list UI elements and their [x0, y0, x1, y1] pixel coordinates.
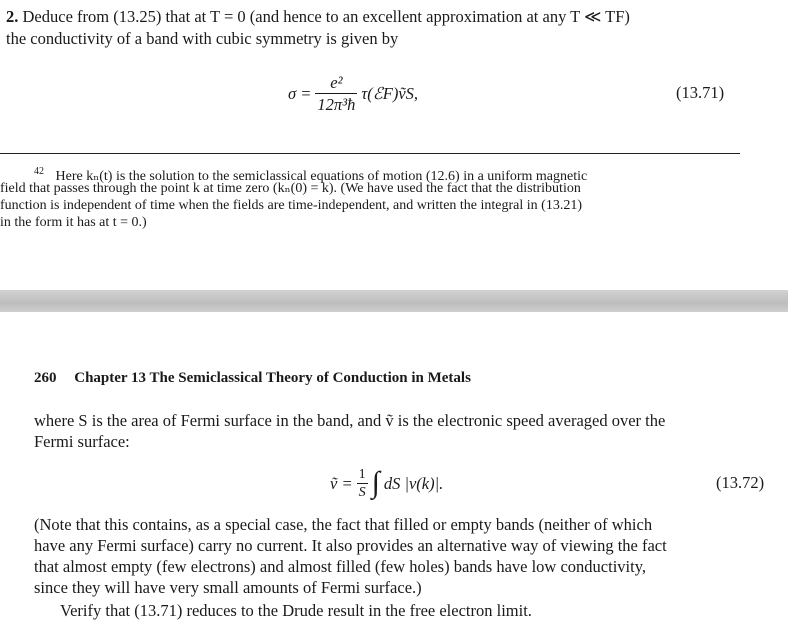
footnote-line-2: field that passes through the point k at time zero (kₙ(0) = k). (We have used the fact that the distribution	[0, 181, 581, 196]
problem-text-1: Deduce from (13.25) that at T = 0 (and hence to an excellent approximation at any T ≪ TF)	[22, 7, 630, 26]
footnote-line-3: function is independent of time when the fields are time-independent, and written the integral in (13.21)	[0, 198, 582, 213]
note-line-4: since they will have very small amounts of Fermi surface.)	[34, 578, 422, 597]
body-line-1: where S is the area of Fermi surface in the band, and ṽ is the electronic speed averaged over the	[34, 411, 666, 430]
eq2-label: (13.72)	[716, 473, 765, 492]
problem-line-1	[6, 6, 630, 27]
eq1-lhs: σ =	[288, 83, 312, 103]
equation-13-72	[330, 458, 443, 508]
eq2-fraction	[357, 466, 368, 501]
eq1-numerator: e²	[315, 72, 357, 94]
page-gap	[0, 290, 788, 312]
chapter-title: Chapter 13 The Semiclassical Theory of Conduction in Metals	[74, 370, 471, 386]
eq2-denominator: S	[358, 484, 366, 500]
page-number: 260	[34, 370, 57, 386]
problem-number: 2.	[6, 7, 19, 26]
eq1-denominator: 12π³ħ	[317, 94, 356, 114]
footnote-line-4: in the form it has at t = 0.)	[0, 215, 147, 230]
eq1-label: (13.71)	[676, 83, 725, 102]
problem-line-2: the conductivity of a band with cubic symmetry is given by	[6, 29, 399, 48]
eq2-rhs: dS |v(k)|.	[383, 473, 444, 493]
eq2-numerator: 1	[358, 466, 366, 482]
note-line-5: Verify that (13.71) reduces to the Drude result in the free electron limit.	[60, 601, 532, 620]
eq1-fraction	[315, 72, 357, 115]
body-line-2: Fermi surface:	[34, 432, 130, 451]
footnote-rule	[0, 153, 740, 154]
running-header	[34, 368, 471, 389]
note-line-2: have any Fermi surface) carry no current. It also provides an alternative way of viewing the fact	[34, 536, 667, 555]
eq2-lhs: ṽ =	[330, 473, 353, 493]
eq1-rhs: τ(ℰF)ṽS,	[361, 83, 419, 103]
footnote-marker: 42	[34, 166, 44, 177]
equation-13-71	[288, 70, 418, 116]
eq2-integral-sign: ∫	[371, 466, 380, 499]
note-line-3: that almost empty (few electrons) and almost filled (few holes) bands have low conductivity,	[34, 557, 647, 576]
note-line-1: (Note that this contains, as a special case, the fact that filled or empty bands (neither of which	[34, 515, 653, 534]
footnote-text-1: Here kₙ(t) is the solution to the semiclassical equations of motion (12.6) in a uniform magnetic	[55, 168, 588, 184]
